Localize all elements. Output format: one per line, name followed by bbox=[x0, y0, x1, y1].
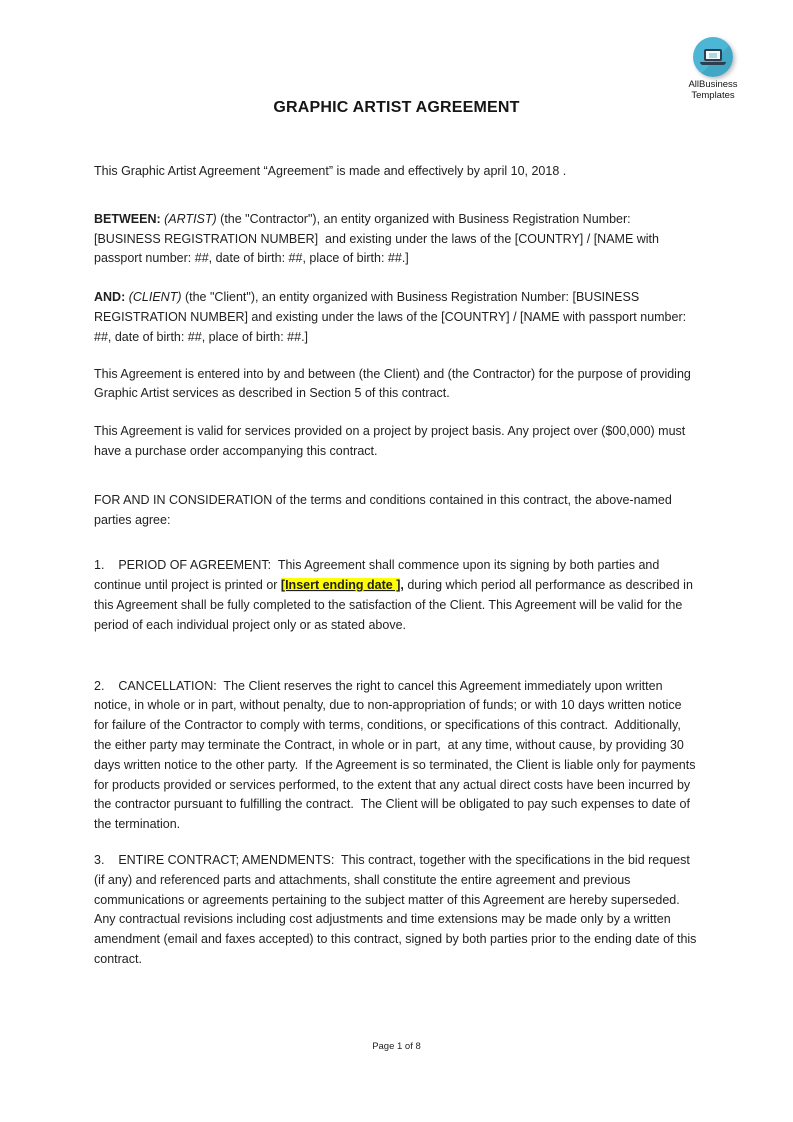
laptop-screen bbox=[704, 49, 722, 61]
document-body bbox=[0, 98, 793, 970]
client-party-placeholder: (CLIENT) bbox=[128, 290, 182, 305]
consideration-paragraph: FOR AND IN CONSIDERATION of the terms and conditions contained in this contract, the above-named parties agree: bbox=[94, 492, 676, 527]
section-1-text-post: during which period all performance as described in this Agreement shall be fully completed to the satisfaction of the Client. This Agreement will be valid for the period of each individual project only or as stated above. bbox=[94, 578, 697, 632]
section-1-comma: , bbox=[400, 578, 404, 593]
and-label: AND: bbox=[94, 290, 129, 305]
validity-paragraph: This Agreement is valid for services provided on a project by project basis. Any project over ($00,000) must have a purchase order accompanying this contract. bbox=[94, 424, 689, 458]
laptop-base bbox=[700, 62, 726, 65]
and-text: (the "Client"), an entity organized with Business Registration Number: [BUSINESS REGISTRATION NUMBER] and existing under the laws of the [COUNTRY] / [NAME with passport number: ##, date of birth: ##, place of birth: ##.] bbox=[94, 290, 690, 344]
laptop-screen-glyph bbox=[709, 53, 717, 58]
brand-name-line1: AllBusiness bbox=[688, 79, 738, 90]
section-1-period-of-agreement bbox=[94, 556, 699, 635]
section-2-cancellation: 2. CANCELLATION: The Client reserves the right to cancel this Agreement immediately upon written notice, in whole or in part, without penalty, due to non-appropriation of funds; or with 10 days written notice for failure of the Contractor to comply with terms, conditions, or specifications of this contract. Additionally, the either party may terminate the Contract, in whole or in part, at any time, without cause, by providing 30 days written notice to the other party. If the Agreement is so terminated, the Client is liable only for payments for products provided or services performed, to the extent that any actual direct costs have been incurred by the contractor pursuant to fulfilling the contract. The Client will be obligated to pay such expenses to date of the termination. bbox=[94, 678, 699, 832]
section-3-entire-contract: 3. ENTIRE CONTRACT; AMENDMENTS: This contract, together with the specifications in the bid request (if any) and referenced parts and attachments, shall constitute the entire agreement and previous communications or agreements pertaining to the subject matter of this Agreement are hereby superseded. Any contractual revisions including cost adjustments and time extensions may be made only by a written amendment (email and faxes accepted) to this contract, signed by both parties prior to the ending date of this contract. bbox=[94, 852, 700, 966]
page-number: Page 1 of 8 bbox=[372, 1041, 421, 1052]
brand-name-line2: Templates bbox=[691, 89, 735, 101]
purpose-paragraph: This Agreement is entered into by and between (the Client) and (the Contractor) for the purpose of providing Graphic Artist services as described in Section 5 of this contract. bbox=[94, 366, 695, 401]
document-title: GRAPHIC ARTIST AGREEMENT bbox=[273, 99, 520, 116]
between-paragraph bbox=[94, 210, 699, 269]
ending-date-placeholder[interactable]: [Insert ending date ] bbox=[280, 578, 401, 593]
and-paragraph bbox=[94, 288, 699, 347]
intro-paragraph: This Graphic Artist Agreement “Agreement” is made and effectively by april 10, 2018 . bbox=[94, 164, 567, 178]
brand-name bbox=[668, 80, 758, 101]
laptop-icon bbox=[693, 37, 733, 77]
between-label: BETWEEN: bbox=[94, 211, 165, 226]
brand-logo bbox=[668, 37, 758, 101]
artist-party-placeholder: (ARTIST) bbox=[164, 211, 217, 226]
between-text: (the "Contractor"), an entity organized with Business Registration Number: [BUSINESS REGISTRATION NUMBER] and existing under the laws of the [COUNTRY] / [NAME with passport number: ##, date of birth: ##, place of birth: ##.] bbox=[94, 211, 663, 266]
section-1-text-pre: 1. PERIOD OF AGREEMENT: This Agreement shall commence upon its signing by both parties and continue until project is printed or bbox=[94, 558, 663, 593]
